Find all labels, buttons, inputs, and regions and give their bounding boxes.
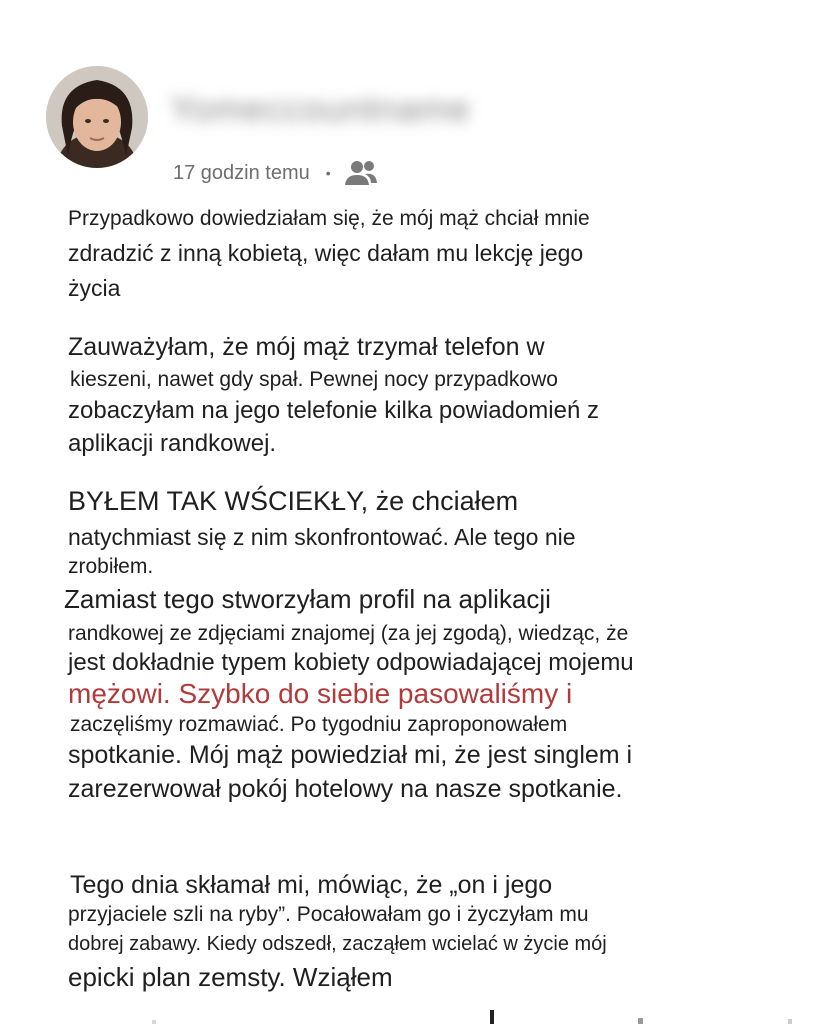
post-text-line: natychmiast się z nim skonfrontować. Ale tego nie	[68, 524, 576, 550]
post-text-line: zobaczyłam na jego telefonie kilka powiadomień z	[68, 397, 599, 424]
post-text-line: zdradzić z inną kobietą, więc dałam mu lekcję jego	[68, 240, 584, 266]
post-text-line: BYŁEM TAK WŚCIEKŁY, że chciałem	[68, 486, 519, 516]
username[interactable]: Yomeccountname	[170, 88, 471, 129]
post-text-line: zrobiłem.	[68, 555, 154, 578]
cropped-text-fragment	[140, 1008, 819, 1024]
post-text-line: epicki plan zemsty. Wziąłem	[68, 962, 393, 992]
timestamp[interactable]: 17 godzin temu	[173, 161, 310, 184]
post-text-line: aplikacji randkowej.	[68, 430, 277, 457]
profile-photo	[46, 66, 148, 168]
separator-dot: •	[325, 165, 331, 181]
post-text-line: życia	[68, 275, 121, 301]
post-text-line: Zauważyłam, że mój mąż trzymał telefon w	[68, 333, 545, 361]
post-text-line: Przypadkowo dowiedziałam się, że mój mąż chciał mnie	[68, 207, 590, 230]
post-text-line: zaczęliśmy rozmawiać. Po tygodniu zaproponowałem	[70, 713, 568, 736]
post-text-line: kieszeni, nawet gdy spał. Pewnej nocy przypadkowo	[70, 368, 558, 391]
post-text-line: Zamiast tego stworzyłam profil na aplikacji	[64, 584, 551, 614]
post-text-line: Tego dnia skłamał mi, mówiąc, że „on i jego	[70, 871, 553, 899]
friends-icon[interactable]	[343, 158, 379, 188]
post-meta	[173, 158, 379, 188]
post-text-line-highlighted: mężowi. Szybko do siebie pasowaliśmy i	[68, 678, 573, 709]
post-text-line: zarezerwował pokój hotelowy na nasze spotkanie.	[68, 775, 623, 803]
post-text-line: przyjaciele szli na ryby”. Pocałowałam go i życzyłam mu	[68, 903, 589, 926]
post-text-line: dobrej zabawy. Kiedy odszedł, zacząłem wcielać w życie mój	[68, 933, 607, 955]
post-text-line: jest dokładnie typem kobiety odpowiadającej mojemu	[68, 649, 634, 676]
avatar[interactable]	[46, 66, 148, 168]
post-text-line: spotkanie. Mój mąż powiedział mi, że jest singlem i	[68, 741, 633, 769]
post-text-line: randkowej ze zdjęciami znajomej (za jej zgodą), wiedząc, że	[68, 622, 629, 645]
